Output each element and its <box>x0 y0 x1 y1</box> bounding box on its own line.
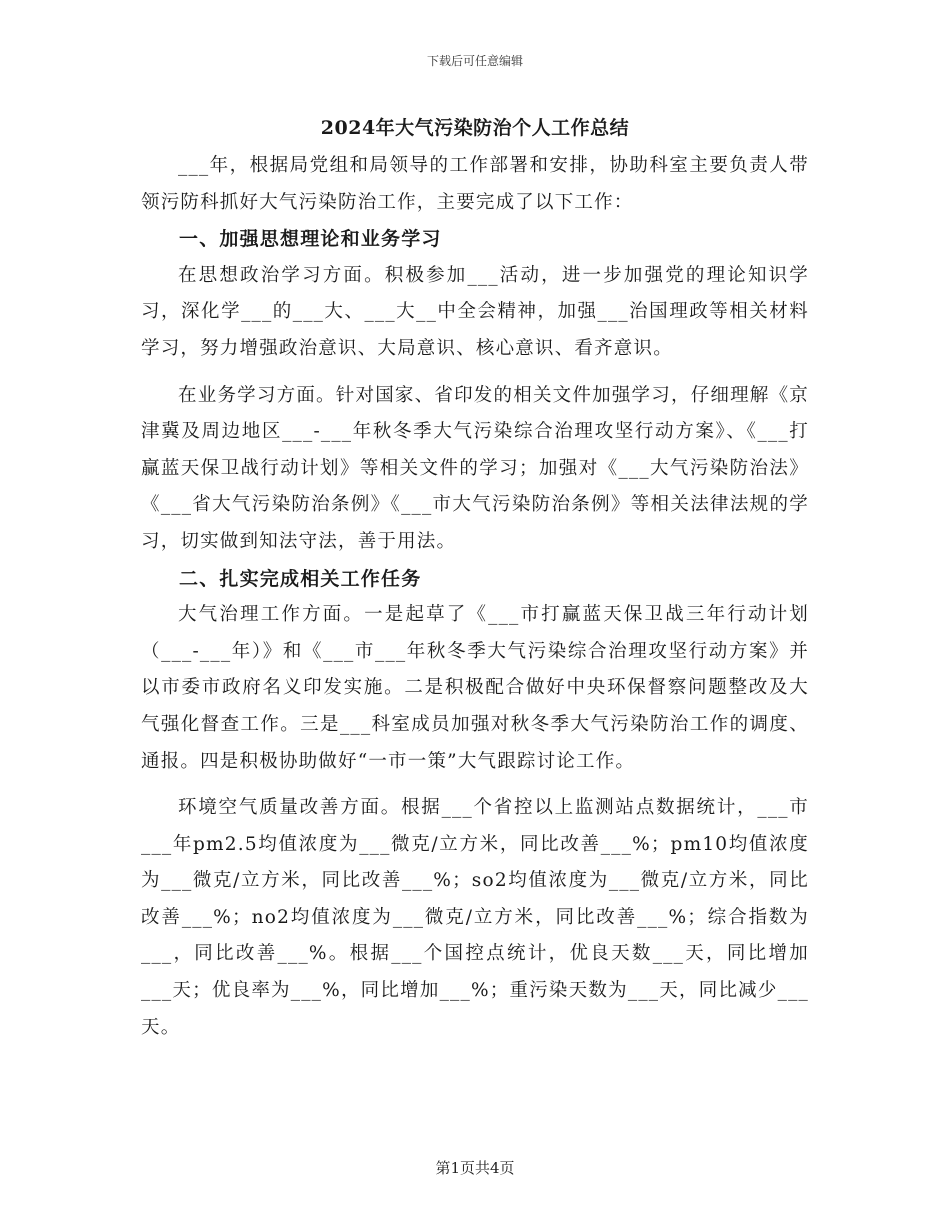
section1-paragraph-2: 在业务学习方面。针对国家、省印发的相关文件加强学习，仔细理解《京津冀及周边地区___-___年秋冬季大气污染综合治理攻坚行动方案》、《___打赢蓝天保卫战行动计划》等相关文件的学习；加强对《___大气污染防治法》《___省大气污染防治条例》《___市大气污染防治条例》等相关法律法规的学习，切实做到知法守法，善于用法。 <box>141 384 809 552</box>
section-heading-1: 一、加强思想理论和业务学习 <box>179 228 442 251</box>
document-title: 2024年大气污染防治个人工作总结 <box>320 117 630 139</box>
section2-paragraph-2: 环境空气质量改善方面。根据___个省控以上监测站点数据统计，___市___年pm2.5均值浓度为___微克/立方米，同比改善___%；pm10均值浓度为___微克/立方米，同比改善___%；so2均值浓度为___微克/立方米，同比改善___%；no2均值浓度为___微克/立方米，同比改善___%；综合指数为___，同比改善___%。根据___个国控点统计，优良天数___天，同比增加___天；优良率为___%，同比增加___%；重污染天数为___天，同比减少___天。 <box>141 797 809 1038</box>
section-heading-2: 二、扎实完成相关工作任务 <box>179 567 422 590</box>
intro-paragraph: ___年，根据局党组和局领导的工作部署和安排，协助科室主要负责人带领污防科抓好大气污染防治工作，主要完成了以下工作： <box>141 155 809 213</box>
page-header-note: 下载后可任意编辑 <box>426 54 523 68</box>
section1-paragraph-1: 在思想政治学习方面。积极参加___活动，进一步加强党的理论知识学习，深化学___的___大、___大__中全会精神，加强___治国理政等相关材料学习，努力增强政治意识、大局意识、核心意识、看齐意识。 <box>141 264 809 359</box>
page-footer: 第1页共4页 <box>435 1159 515 1177</box>
section2-paragraph-1: 大气治理工作方面。一是起草了《___市打赢蓝天保卫战三年行动计划（___-___年）》和《___市___年秋冬季大气污染综合治理攻坚行动方案》并以市委市政府名义印发实施。二是积极配合做好中央环保督察问题整改及大气强化督查工作。三是___科室成员加强对秋冬季大气污染防治工作的调度、通报。四是积极协助做好“一市一策”大气跟踪讨论工作。 <box>141 604 809 772</box>
document-body <box>141 108 809 1046</box>
